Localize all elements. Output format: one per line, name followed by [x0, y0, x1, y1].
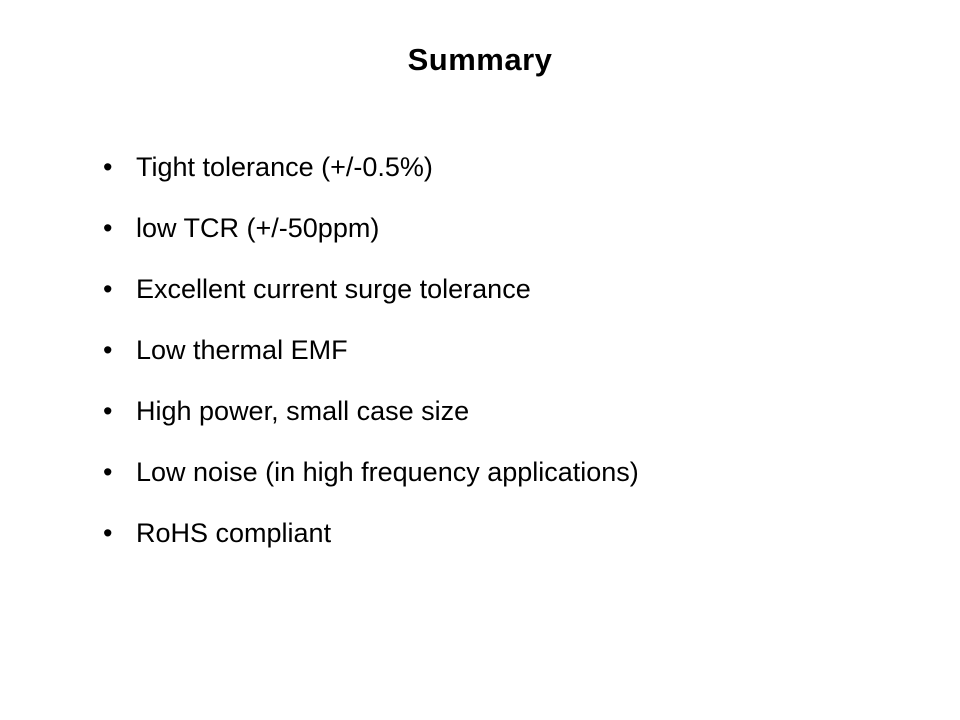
- bullet-text: low TCR (+/-50ppm): [136, 213, 380, 243]
- bullet-text: RoHS compliant: [136, 518, 332, 548]
- bullet-text: High power, small case size: [136, 396, 470, 426]
- bullet-dot-icon: •: [103, 152, 113, 182]
- bullet-item: [103, 456, 920, 489]
- bullet-item: [103, 212, 920, 245]
- bullet-text: Low noise (in high frequency applications): [136, 457, 639, 487]
- bullet-item: [103, 273, 920, 306]
- bullet-dot-icon: •: [103, 213, 113, 243]
- bullet-item: [103, 517, 920, 550]
- bullet-text: Excellent current surge tolerance: [136, 274, 531, 304]
- bullet-dot-icon: •: [103, 518, 113, 548]
- bullet-text: Tight tolerance (+/-0.5%): [136, 152, 433, 182]
- bullet-item: [103, 395, 920, 428]
- bullet-item: [103, 151, 920, 184]
- bullet-item: [103, 334, 920, 367]
- bullet-dot-icon: •: [103, 457, 113, 487]
- bullet-dot-icon: •: [103, 335, 113, 365]
- bullet-list: [103, 151, 920, 578]
- bullet-text: Low thermal EMF: [136, 335, 348, 365]
- bullet-dot-icon: •: [103, 396, 113, 426]
- slide-title: Summary: [407, 42, 553, 77]
- bullet-dot-icon: •: [103, 274, 113, 304]
